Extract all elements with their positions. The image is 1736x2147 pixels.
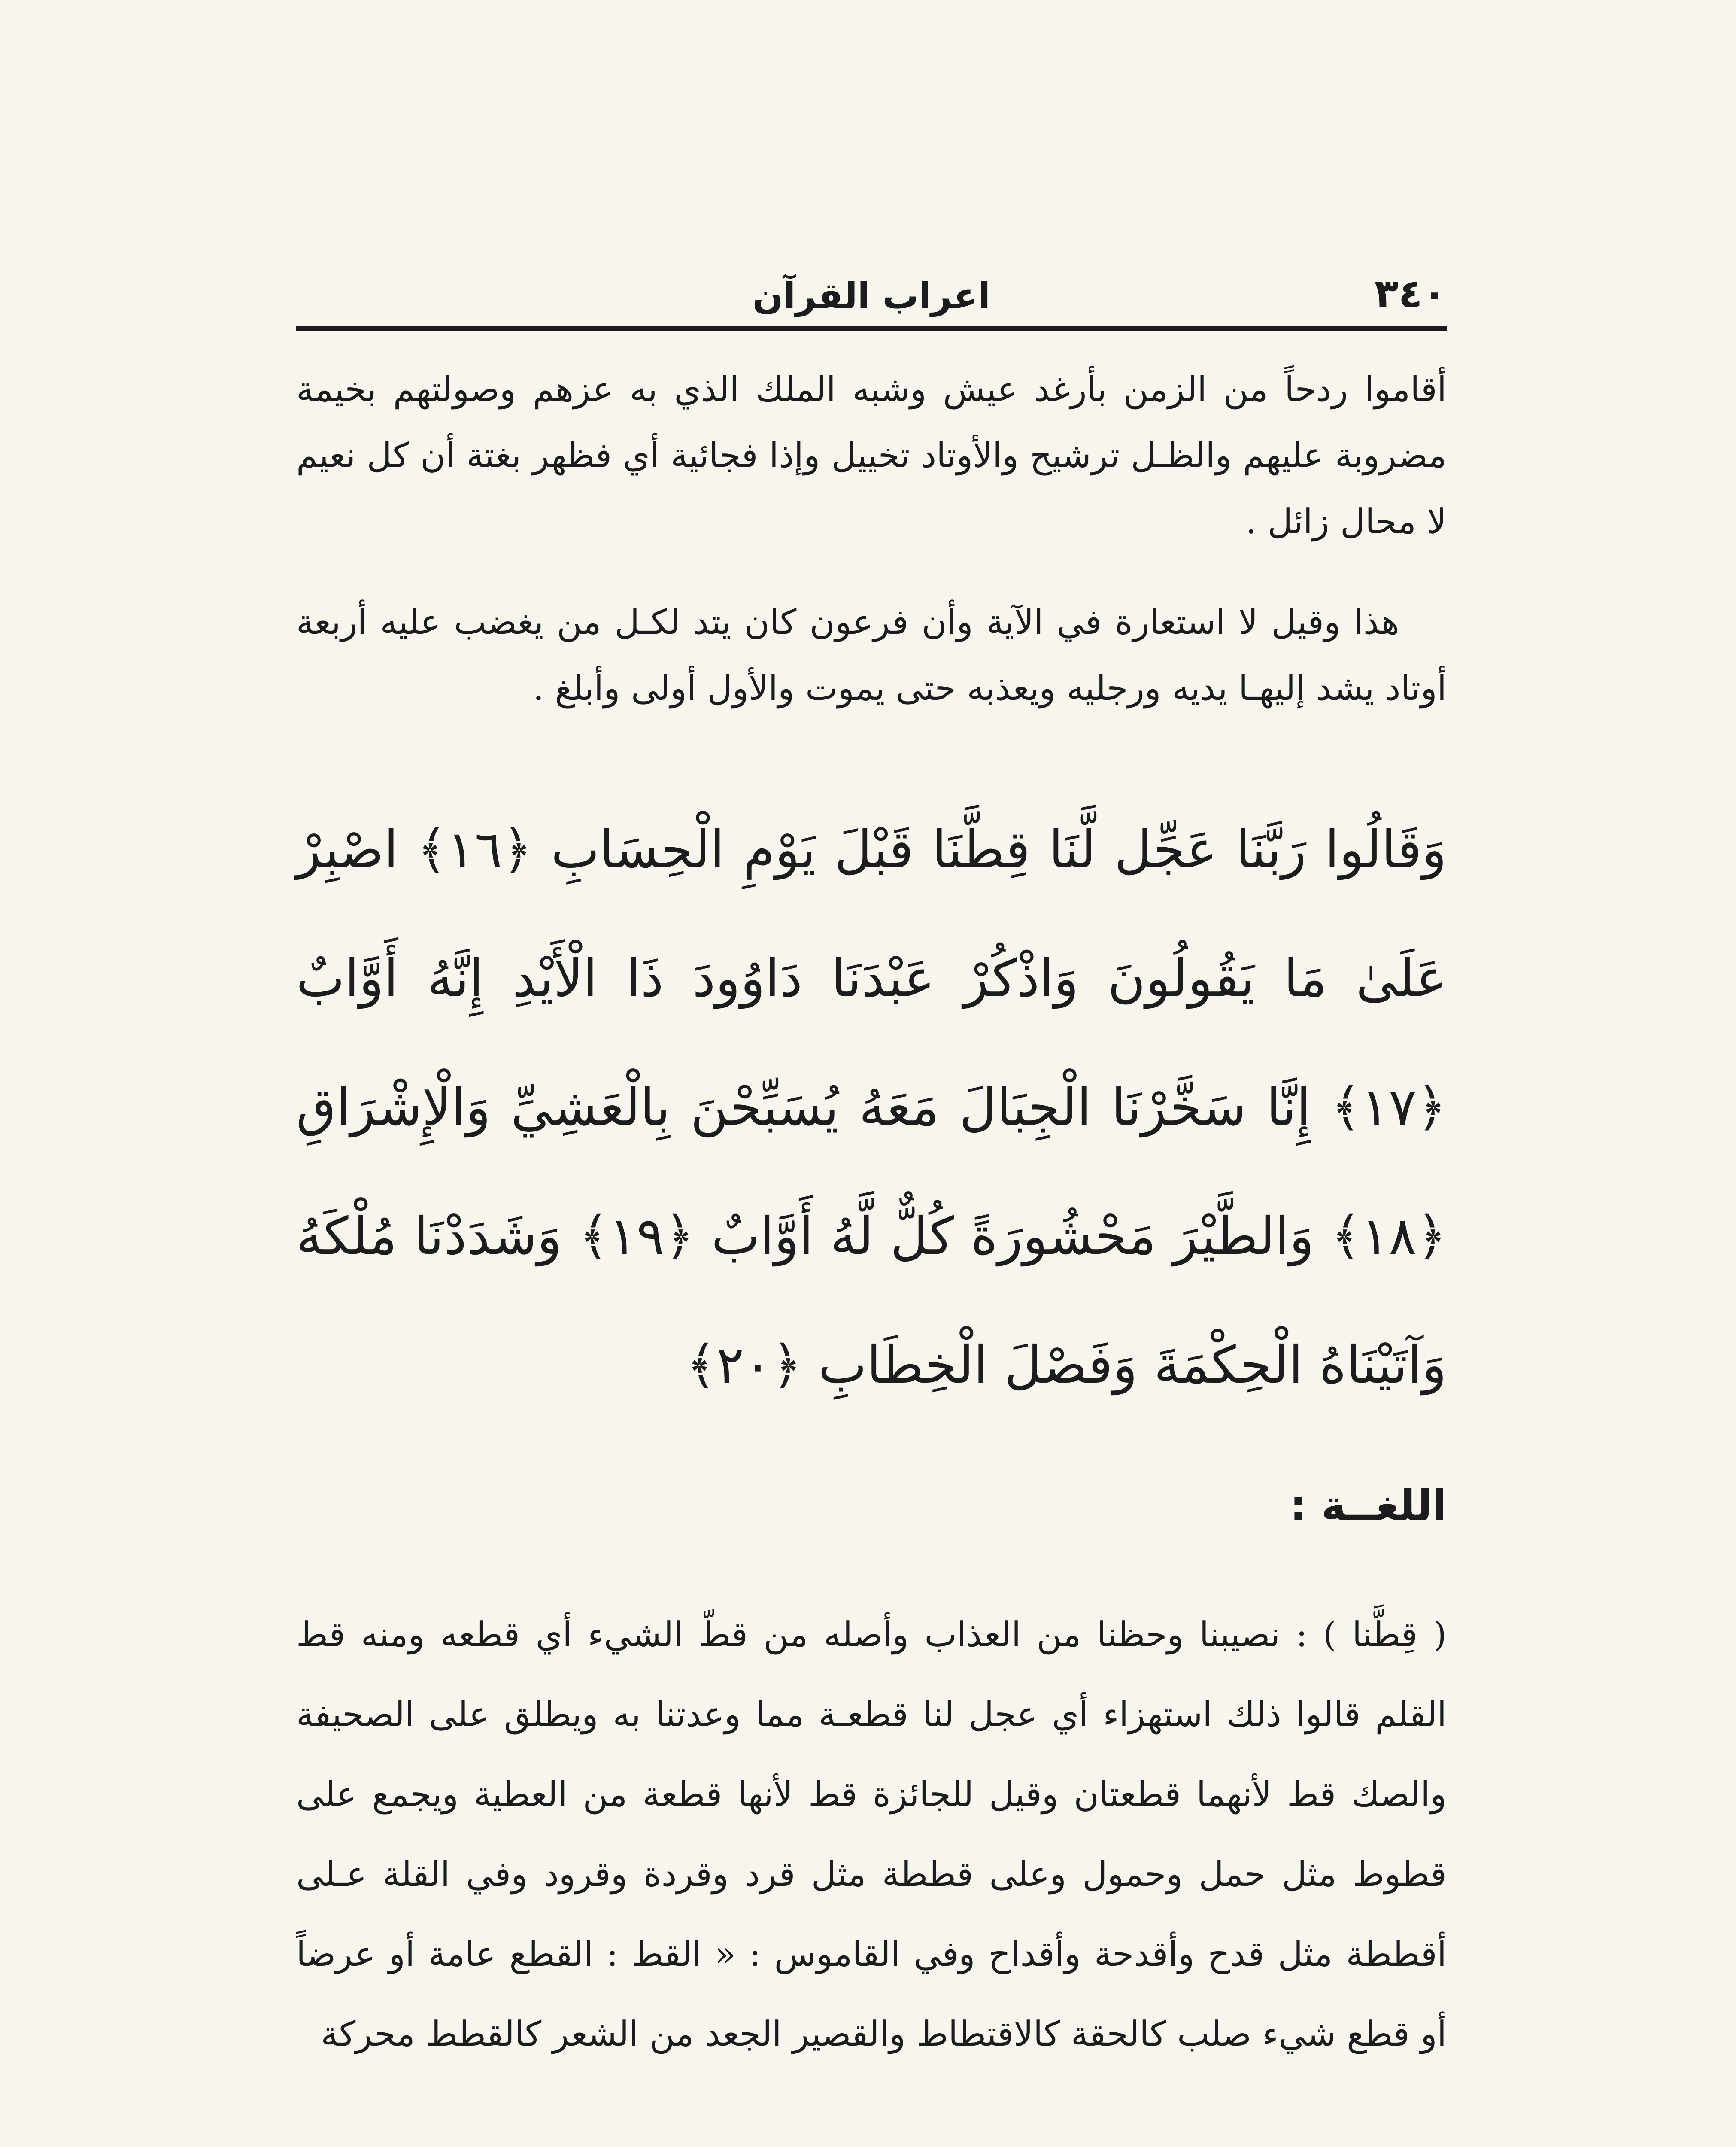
running-title: اعراب القرآن: [752, 275, 991, 317]
page-header: [296, 240, 1447, 331]
commentary-paragraph-2: هذا وقيل لا استعارة في الآية وأن فرعون كان يتد لكـل من يغضب عليه أربعة أوتاد يشد إليهـا يديه ورجليه ويعذبه حتى يموت والأول أولى وأبلغ .: [296, 602, 1447, 708]
language-paragraph: ( قِطَّنا ) : نصيبنا وحظنا من العذاب وأصله من قطّ الشيء أي قطعه ومنه قط القلم قالوا ذلك استهزاء أي عجل لنا قطعـة مما وعدتنا به ويطلق على الصحيفة والصك قط لأنهما قطعتان وقيل للجائزة قط لأنها قطعة من العطية ويجمع على قطوط مثل حمل وحمول وعلى قططة مثل قرد وقردة وقرود وفي القلة عـلى أقططة مثل قدح وأقدحة وأقداح وفي القاموس : « القط : القطع عامة أو عرضاً أو قطع شيء صلب كالحقة كالاقتطاط والقصير الجعد من الشعر كالقطط محركة: [296, 1615, 1447, 2054]
page-number: ٣٤٠: [1374, 271, 1447, 316]
book-page: [296, 240, 1447, 2108]
quran-verses: وَقَالُوا رَبَّنَا عَجِّل لَّنَا قِطَّنَا قَبْلَ يَوْمِ الْحِسَابِ ﴿١٦﴾ اصْبِرْ عَلَىٰ مَا يَقُولُونَ وَاذْكُرْ عَبْدَنَا دَاوُودَ ذَا الْأَيْدِ إِنَّهُ أَوَّابٌ ﴿١٧﴾ إِنَّا سَخَّرْنَا الْجِبَالَ مَعَهُ يُسَبِّحْنَ بِالْعَشِيِّ وَالْإِشْرَاقِ ﴿١٨﴾ وَالطَّيْرَ مَحْشُورَةً كُلٌّ لَّهُ أَوَّابٌ ﴿١٩﴾ وَشَدَدْنَا مُلْكَهُ وَآتَيْنَاهُ الْحِكْمَةَ وَفَصْلَ الْخِطَابِ ﴿٢٠﴾: [296, 820, 1447, 1395]
commentary-paragraph-1: أقاموا ردحاً من الزمن بأرغد عيش وشبه الملك الذي به عزهم وصولتهم بخيمة مضروبة عليهم والظـل ترشيح والأوتاد تخييل وإذا فجائية أي فظهر بغتة أن كل نعيم لا محال زائل .: [296, 369, 1447, 541]
section-heading-language: اللغــة :: [1290, 1481, 1447, 1530]
